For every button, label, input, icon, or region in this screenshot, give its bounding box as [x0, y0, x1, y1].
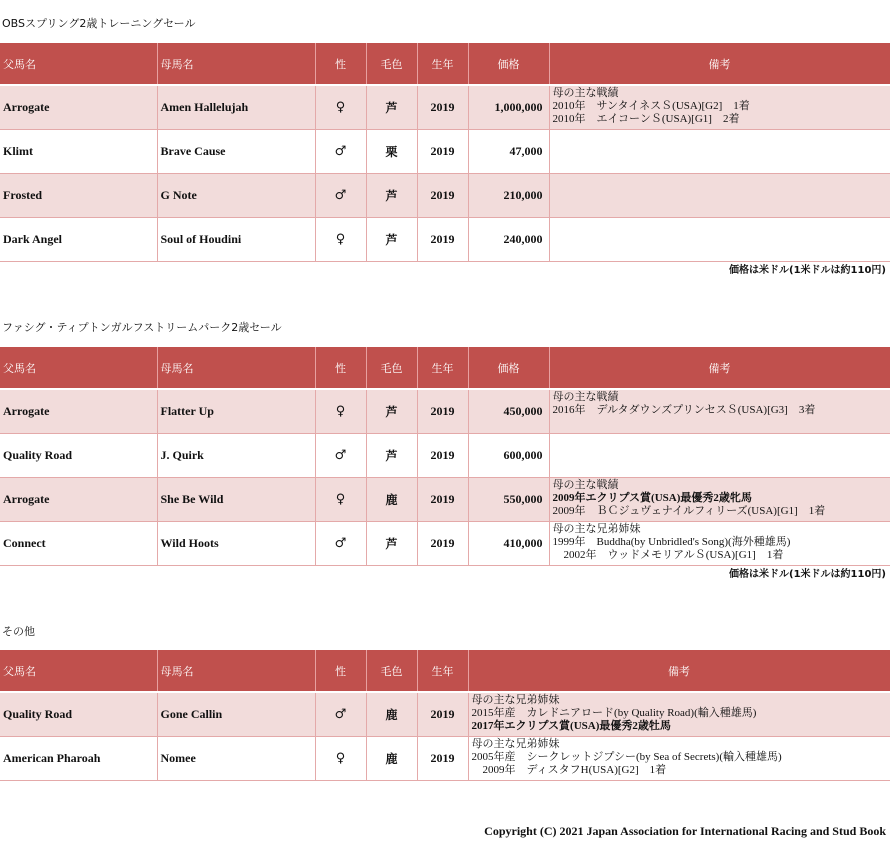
female-icon: ♀ [315, 85, 366, 130]
table-row [0, 218, 890, 262]
notes-cell [549, 130, 890, 174]
note-line: 1999年 Buddha(by Unbridled's Song)(海外種雄馬) [552, 536, 791, 548]
note-line: 2009年 ディスタフH(USA)[G2] 1着 [471, 764, 667, 776]
price-cell: 450,000 [468, 389, 549, 434]
notes-cell [549, 389, 890, 434]
table-header [0, 43, 890, 85]
price-cell: 600,000 [468, 434, 549, 478]
col-price: 価格 [468, 347, 549, 389]
col-sire: 父馬名 [0, 347, 157, 389]
table-row [0, 737, 890, 781]
dam-cell: Soul of Houdini [157, 218, 315, 262]
table-header [0, 650, 890, 692]
price-cell: 550,000 [468, 478, 549, 522]
note-line: 2010年 エイコーンＳ(USA)[G1] 2着 [552, 113, 740, 125]
col-notes: 備考 [549, 347, 890, 389]
col-sex: 性 [315, 347, 366, 389]
col-color: 毛色 [366, 43, 417, 85]
year-cell: 2019 [417, 218, 468, 262]
color-cell: 芦 [366, 85, 417, 130]
sire-cell: Frosted [0, 174, 157, 218]
price-cell: 210,000 [468, 174, 549, 218]
copyright: Copyright (C) 2021 Japan Association for International Racing and Stud Book [484, 824, 886, 838]
price-cell: 410,000 [468, 522, 549, 566]
dam-cell: J. Quirk [157, 434, 315, 478]
sale-table-fasig-tipton [0, 347, 890, 566]
col-sire: 父馬名 [0, 650, 157, 692]
note-line: 母の主な戦績 [552, 391, 619, 403]
table-row [0, 389, 890, 434]
notes-cell [468, 692, 890, 737]
dam-cell: She Be Wild [157, 478, 315, 522]
sire-cell: Arrogate [0, 389, 157, 434]
price-cell: 1,000,000 [468, 85, 549, 130]
col-dam: 母馬名 [157, 650, 315, 692]
male-icon: ♂ [315, 174, 366, 218]
color-cell: 芦 [366, 522, 417, 566]
notes-cell [468, 737, 890, 781]
price-note: 価格は米ドル(1米ドルは約110円) [729, 265, 886, 276]
female-icon: ♀ [315, 389, 366, 434]
col-color: 毛色 [366, 347, 417, 389]
note-line: 2015年産 カレドニアロード(by Quality Road)(輸入種雄馬) [471, 707, 757, 719]
color-cell: 芦 [366, 218, 417, 262]
year-cell: 2019 [417, 434, 468, 478]
table-row [0, 434, 890, 478]
color-cell: 芦 [366, 174, 417, 218]
note-line: 2016年 デルタダウンズプリンセスＳ(USA)[G3] 3着 [552, 404, 816, 416]
section-title-obs: OBSスプリング2歳トレーニングセール [2, 17, 196, 30]
sire-cell: Dark Angel [0, 218, 157, 262]
col-color: 毛色 [366, 650, 417, 692]
note-line-highlight: 2009年エクリプス賞(USA)最優秀2歳牝馬 [552, 492, 752, 504]
table-row [0, 174, 890, 218]
col-notes: 備考 [468, 650, 890, 692]
price-note: 価格は米ドル(1米ドルは約110円) [729, 569, 886, 580]
color-cell: 栗 [366, 130, 417, 174]
col-notes: 備考 [549, 43, 890, 85]
note-line: 2010年 サンタイネスＳ(USA)[G2] 1着 [552, 100, 750, 112]
note-line: 母の主な戦績 [552, 479, 619, 491]
female-icon: ♀ [315, 478, 366, 522]
color-cell: 鹿 [366, 737, 417, 781]
table-row [0, 478, 890, 522]
sire-cell: Klimt [0, 130, 157, 174]
year-cell: 2019 [417, 174, 468, 218]
table-row [0, 85, 890, 130]
year-cell: 2019 [417, 522, 468, 566]
note-line: 母の主な兄弟姉妹 [471, 694, 560, 706]
note-line-highlight: 2017年エクリプス賞(USA)最優秀2歳牡馬 [471, 720, 671, 732]
price-cell: 47,000 [468, 130, 549, 174]
male-icon: ♂ [315, 434, 366, 478]
col-year: 生年 [417, 650, 468, 692]
table-row [0, 522, 890, 566]
sale-table-other [0, 650, 890, 781]
color-cell: 芦 [366, 434, 417, 478]
sire-cell: Quality Road [0, 692, 157, 737]
dam-cell: Nomee [157, 737, 315, 781]
sire-cell: American Pharoah [0, 737, 157, 781]
notes-cell [549, 85, 890, 130]
sire-cell: Quality Road [0, 434, 157, 478]
notes-cell [549, 434, 890, 478]
note-line: 2005年産 シークレットジプシー(by Sea of Secrets)(輸入種雄馬) [471, 751, 782, 763]
male-icon: ♂ [315, 692, 366, 737]
color-cell: 鹿 [366, 692, 417, 737]
table-row [0, 692, 890, 737]
section-title-fasig-tipton: ファシグ・ティプトンガルフストリームパーク2歳セール [2, 321, 282, 334]
dam-cell: Brave Cause [157, 130, 315, 174]
dam-cell: Wild Hoots [157, 522, 315, 566]
col-dam: 母馬名 [157, 43, 315, 85]
year-cell: 2019 [417, 737, 468, 781]
year-cell: 2019 [417, 130, 468, 174]
notes-cell [549, 478, 890, 522]
male-icon: ♂ [315, 522, 366, 566]
notes-cell [549, 174, 890, 218]
col-price: 価格 [468, 43, 549, 85]
female-icon: ♀ [315, 218, 366, 262]
sire-cell: Arrogate [0, 478, 157, 522]
color-cell: 鹿 [366, 478, 417, 522]
sire-cell: Arrogate [0, 85, 157, 130]
dam-cell: Gone Callin [157, 692, 315, 737]
male-icon: ♂ [315, 130, 366, 174]
year-cell: 2019 [417, 85, 468, 130]
sale-table-obs [0, 43, 890, 262]
note-line: 2009年 ＢＣジュヴェナイルフィリーズ(USA)[G1] 1着 [552, 505, 826, 517]
col-sex: 性 [315, 43, 366, 85]
year-cell: 2019 [417, 692, 468, 737]
price-cell: 240,000 [468, 218, 549, 262]
dam-cell: Flatter Up [157, 389, 315, 434]
col-year: 生年 [417, 43, 468, 85]
section-title-other: その他 [2, 625, 35, 638]
note-line: 母の主な兄弟姉妹 [471, 738, 560, 750]
year-cell: 2019 [417, 478, 468, 522]
col-dam: 母馬名 [157, 347, 315, 389]
notes-cell [549, 218, 890, 262]
dam-cell: G Note [157, 174, 315, 218]
dam-cell: Amen Hallelujah [157, 85, 315, 130]
note-line: 母の主な兄弟姉妹 [552, 523, 641, 535]
note-line: 2002年 ウッドメモリアルＳ(USA)[G1] 1着 [552, 549, 784, 561]
col-year: 生年 [417, 347, 468, 389]
female-icon: ♀ [315, 737, 366, 781]
col-sire: 父馬名 [0, 43, 157, 85]
year-cell: 2019 [417, 389, 468, 434]
col-sex: 性 [315, 650, 366, 692]
notes-cell [549, 522, 890, 566]
sire-cell: Connect [0, 522, 157, 566]
table-header [0, 347, 890, 389]
note-line: 母の主な戦績 [552, 87, 619, 99]
table-row [0, 130, 890, 174]
color-cell: 芦 [366, 389, 417, 434]
